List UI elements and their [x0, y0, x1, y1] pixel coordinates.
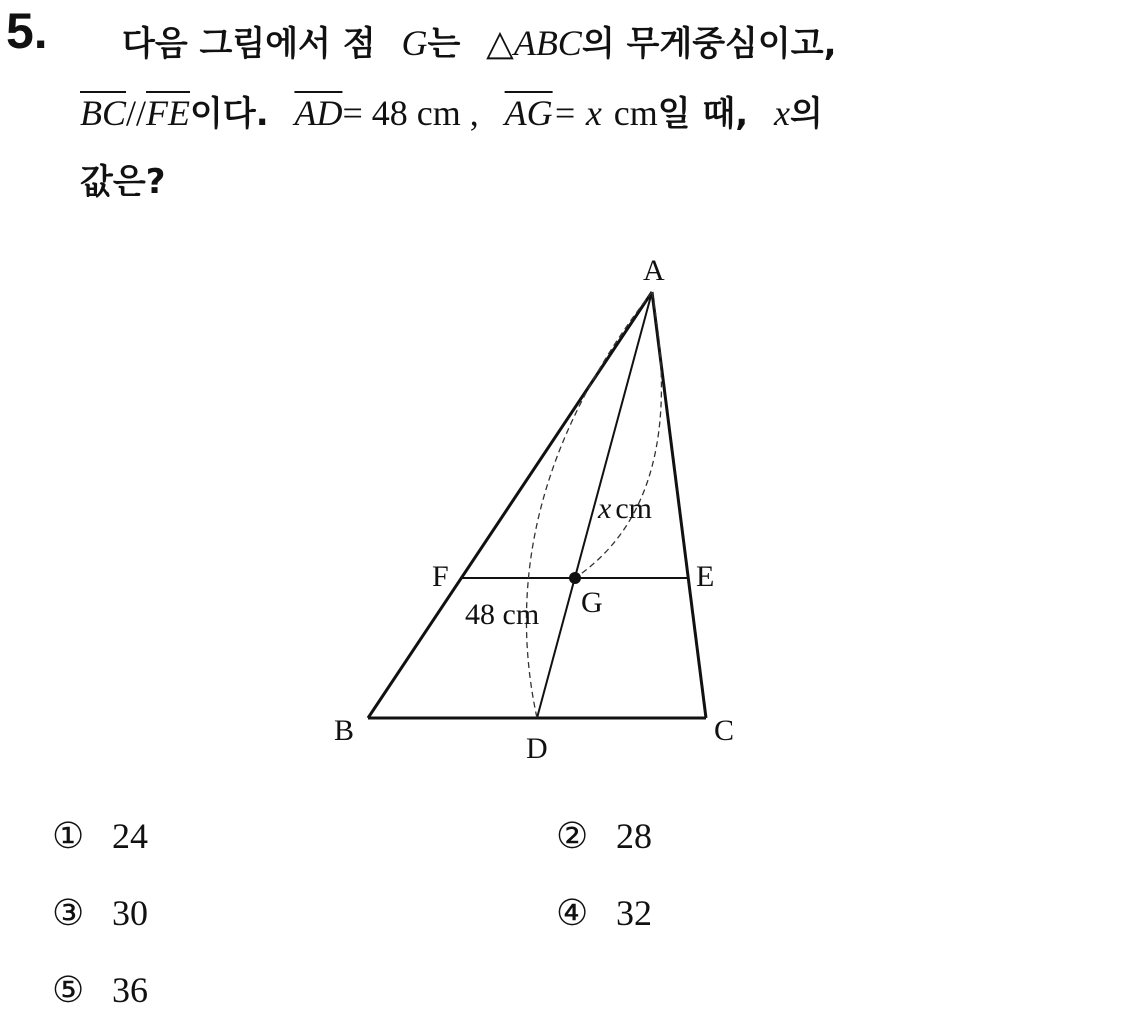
- question-number: 5.: [6, 3, 48, 59]
- label-a: A: [643, 254, 665, 287]
- segment-bc: $\overline{BC}$: [80, 93, 127, 133]
- choice-2[interactable]: [556, 818, 652, 854]
- choice-2-mark: ②: [556, 816, 589, 856]
- centroid-point: [569, 572, 581, 584]
- label-e: E: [696, 560, 715, 593]
- choice-3[interactable]: [52, 895, 148, 931]
- centroid-text: 의 무게중심이고,: [581, 24, 837, 64]
- ag-length-variable: = x: [552, 93, 602, 133]
- triangle-symbol: △: [486, 23, 514, 63]
- label-b: B: [334, 714, 355, 747]
- choice-4[interactable]: [556, 895, 652, 931]
- choice-5-mark: ⑤: [52, 970, 85, 1010]
- label-f: F: [432, 560, 449, 593]
- question-line-2: [80, 92, 823, 135]
- choice-4-mark: ④: [556, 893, 589, 933]
- question-line-1: [122, 22, 837, 65]
- choice-1-value: 24: [112, 816, 148, 856]
- label-g: G: [581, 586, 603, 619]
- measure-ag-label: [597, 492, 652, 525]
- choice-2-value: 28: [616, 816, 652, 856]
- triangle-figure: [300, 240, 780, 780]
- tail-text: 의: [790, 94, 823, 134]
- label-d: D: [526, 732, 548, 765]
- choice-3-value: 30: [112, 893, 148, 933]
- point-g-symbol: G: [401, 23, 428, 63]
- x-variable: x: [774, 93, 790, 133]
- measure-ag-unit: cm: [615, 492, 652, 525]
- segment-ag: $\overline{AG}$: [504, 93, 553, 133]
- segment-fe: $\overline{FE}$: [146, 93, 191, 133]
- ag-length-unit: cm: [613, 93, 658, 133]
- label-c: C: [714, 714, 735, 747]
- choice-1[interactable]: [52, 818, 148, 854]
- question-intro-text: 다음 그림에서 점: [122, 24, 376, 64]
- choice-4-value: 32: [616, 893, 652, 933]
- segment-ad: $\overline{AD}$: [294, 93, 343, 133]
- measure-ag-variable: x: [598, 492, 612, 525]
- choice-5[interactable]: [52, 972, 148, 1008]
- connector-text: 는: [427, 24, 461, 64]
- parallel-symbol: //: [126, 93, 147, 133]
- ag-measure-arc: [575, 292, 661, 578]
- triangle-name: ABC: [513, 23, 582, 63]
- choice-1-mark: ①: [52, 816, 85, 856]
- choice-3-mark: ③: [52, 893, 85, 933]
- measure-ad-label: 48 cm: [465, 598, 540, 631]
- ad-length-text: = 48 cm ,: [342, 93, 479, 133]
- choice-5-value: 36: [112, 970, 148, 1010]
- condition-text: 일 때,: [657, 94, 749, 134]
- question-line-3: 값은?: [80, 162, 166, 202]
- statement-end-text: 이다.: [190, 94, 269, 134]
